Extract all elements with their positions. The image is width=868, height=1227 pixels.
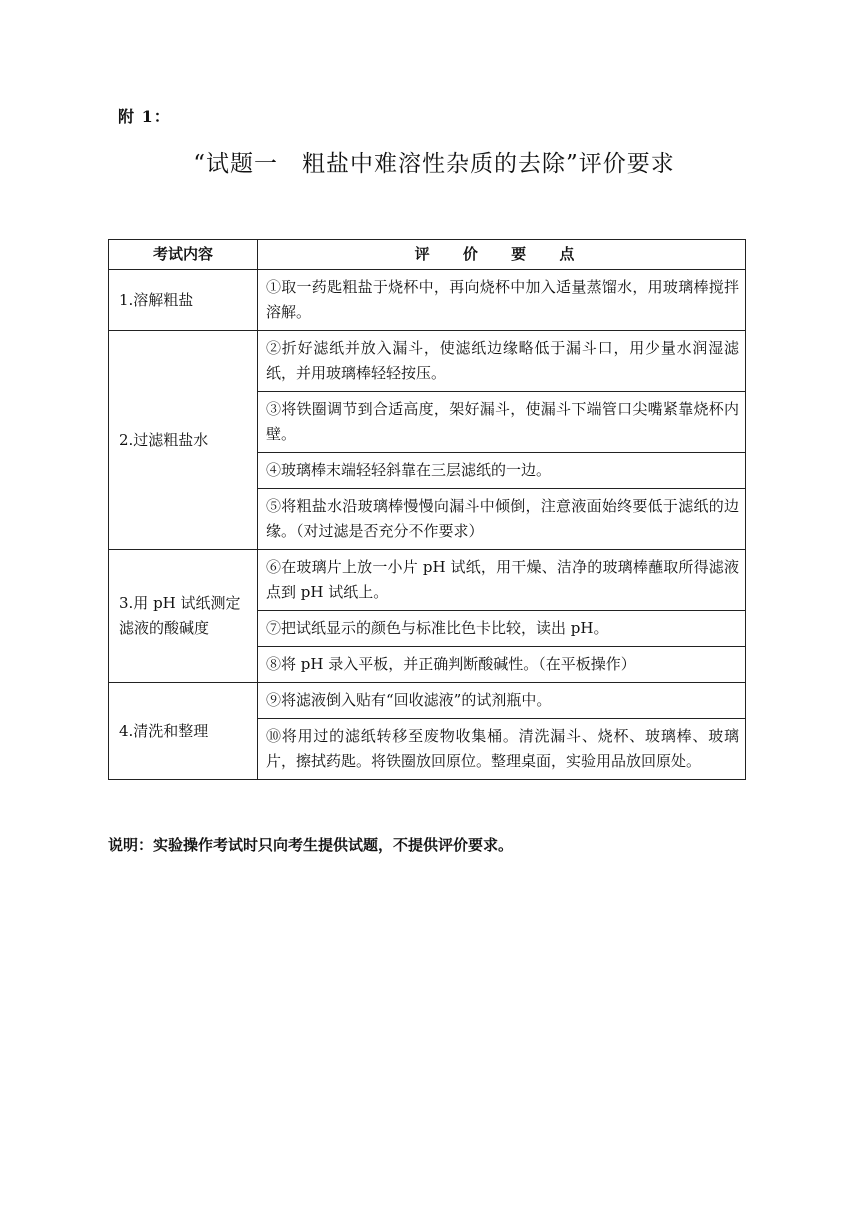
- table-row: [109, 331, 746, 392]
- attachment-label: 附 1：: [118, 107, 171, 126]
- header-evaluation-points: 评 价 要 点: [258, 240, 746, 270]
- footnote: 说明：实验操作考试时只向考生提供试题，不提供评价要求。: [108, 836, 514, 854]
- evaluation-point-cell: ⑧将 pH 录入平板，并正确判断酸碱性。（在平板操作）: [258, 647, 746, 683]
- evaluation-point-cell: ③将铁圈调节到合适高度，架好漏斗，使漏斗下端管口尖嘴紧靠烧杯内壁。: [258, 392, 746, 453]
- table-row: [109, 683, 746, 719]
- document-title: “试题一 粗盐中难溶性杂质的去除”评价要求: [193, 151, 675, 177]
- evaluation-point-cell: ⑨将滤液倒入贴有“回收滤液”的试剂瓶中。: [258, 683, 746, 719]
- exam-content-cell: 1.溶解粗盐: [109, 270, 258, 331]
- evaluation-point-cell: ⑦把试纸显示的颜色与标准比色卡比较，读出 pH。: [258, 611, 746, 647]
- exam-content-cell: 3.用 pH 试纸测定滤液的酸碱度: [109, 550, 258, 683]
- exam-content-cell: 4.清洗和整理: [109, 683, 258, 780]
- table-row: [109, 270, 746, 331]
- table-header-row: [109, 240, 746, 270]
- evaluation-point-cell: ⑥在玻璃片上放一小片 pH 试纸，用干燥、洁净的玻璃棒蘸取所得滤液点到 pH 试纸上。: [258, 550, 746, 611]
- evaluation-table: [108, 239, 746, 780]
- evaluation-point-cell: ⑩将用过的滤纸转移至废物收集桶。清洗漏斗、烧杯、玻璃棒、玻璃片，擦拭药匙。将铁圈放回原位。整理桌面，实验用品放回原处。: [258, 719, 746, 780]
- header-exam-content: 考试内容: [109, 240, 258, 270]
- table-row: [109, 550, 746, 611]
- exam-content-cell: 2.过滤粗盐水: [109, 331, 258, 550]
- evaluation-point-cell: ⑤将粗盐水沿玻璃棒慢慢向漏斗中倾倒，注意液面始终要低于滤纸的边缘。（对过滤是否充分不作要求）: [258, 489, 746, 550]
- evaluation-point-cell: ①取一药匙粗盐于烧杯中，再向烧杯中加入适量蒸馏水，用玻璃棒搅拌溶解。: [258, 270, 746, 331]
- evaluation-point-cell: ④玻璃棒末端轻轻斜靠在三层滤纸的一边。: [258, 453, 746, 489]
- evaluation-point-cell: ②折好滤纸并放入漏斗，使滤纸边缘略低于漏斗口，用少量水润湿滤纸，并用玻璃棒轻轻按压。: [258, 331, 746, 392]
- table-body: [109, 270, 746, 780]
